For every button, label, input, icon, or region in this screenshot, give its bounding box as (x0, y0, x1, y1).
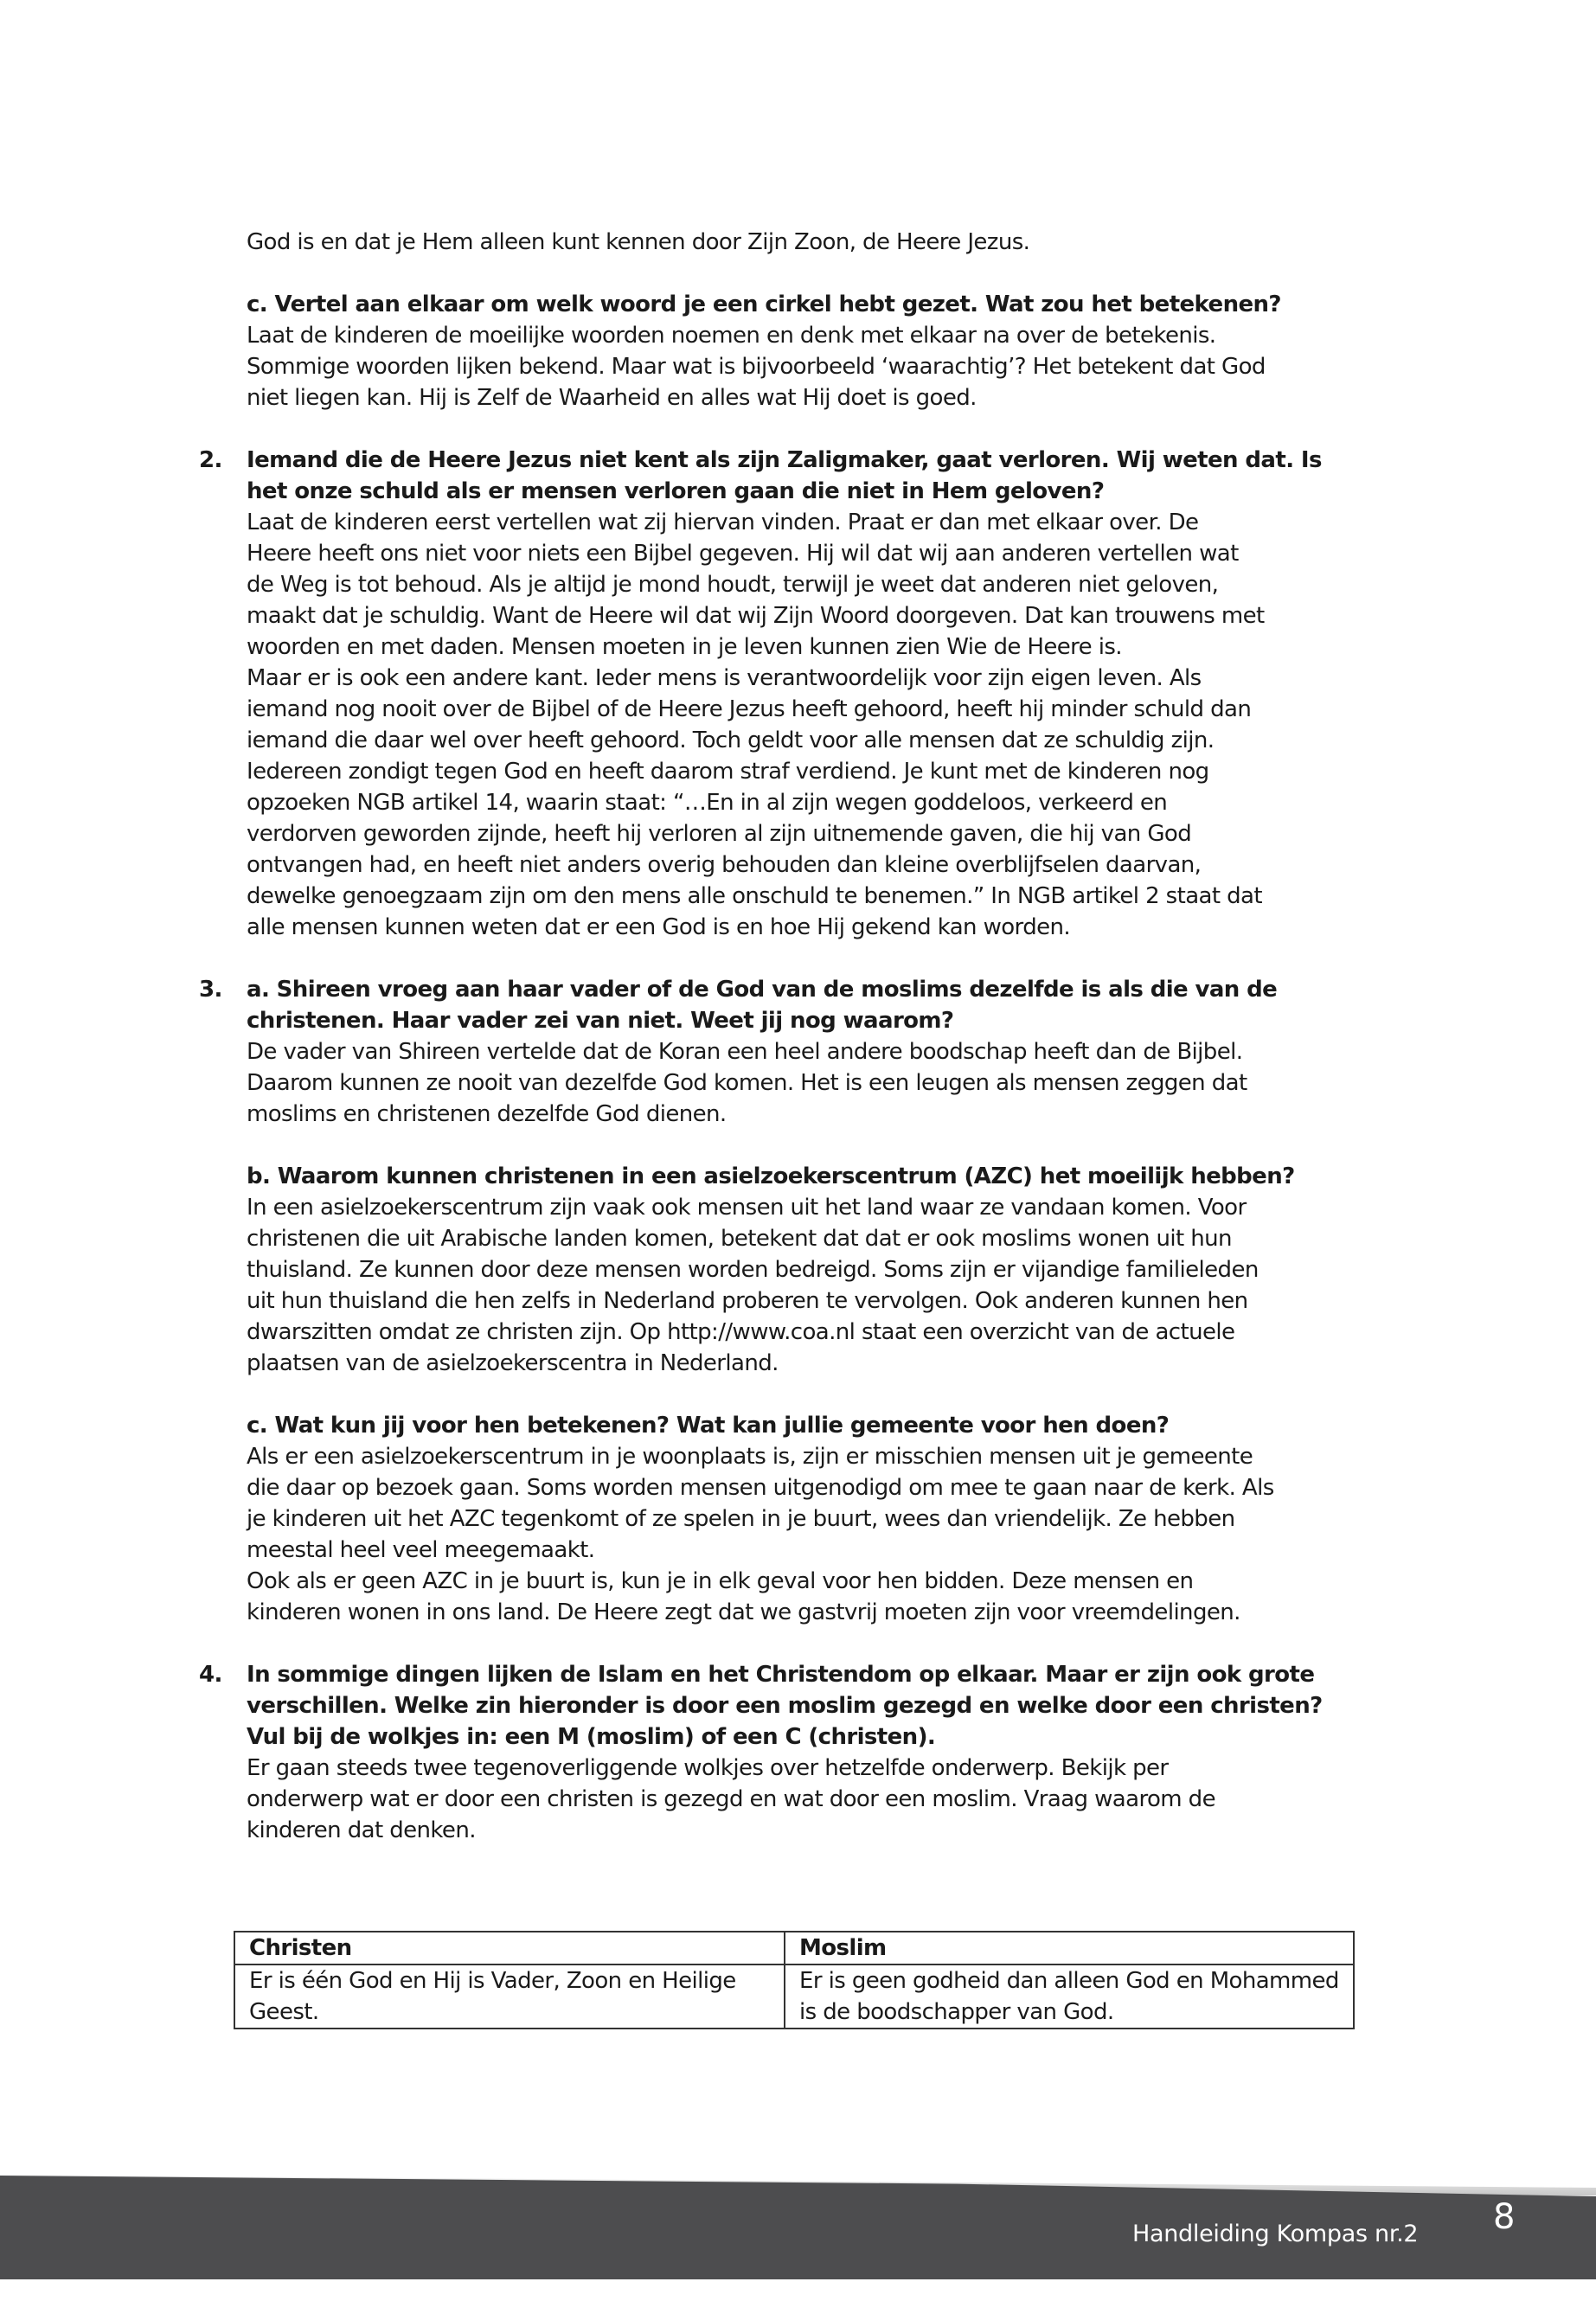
cell-moslim: Er is geen godheid dan alleen God en Mohammed is de boodschapper van God. (785, 1965, 1354, 2029)
table-header-row (234, 1932, 1354, 1965)
answer-line: Als er een asielzoekerscentrum in je woonplaats is, zijn er misschien mensen uit je gemeente (247, 1444, 1253, 1470)
spacer (199, 1379, 1410, 1410)
answer-line: Er gaan steeds twee tegenoverliggende wolkjes over hetzelfde onderwerp. Bekijk per (247, 1755, 1169, 1781)
question-line: christenen. Haar vader zei van niet. Weet jij nog waarom? (247, 1008, 954, 1034)
answer-line: onderwerp wat er door een christen is gezegd en wat door een moslim. Vraag waarom de (247, 1786, 1215, 1812)
question-line: het onze schuld als er mensen verloren gaan die niet in Hem geloven? (247, 478, 1105, 504)
answer-line: de Weg is tot behoud. Als je altijd je mond houdt, terwijl je weet dat anderen niet geloven, (247, 572, 1219, 598)
page-content (199, 227, 1410, 1846)
answer-line: christenen die uit Arabische landen komen, betekent dat dat er ook moslims wonen uit hun (247, 1226, 1232, 1252)
answer-line: meestal heel veel meegemaakt. (247, 1537, 595, 1563)
comparison-table (234, 1931, 1355, 2029)
answer-line: Laat de kinderen de moeilijke woorden noemen en denk met elkaar na over de betekenis. (247, 323, 1216, 349)
spacer (199, 258, 1410, 289)
question-line: Vul bij de wolkjes in: een M (moslim) of een C (christen). (247, 1724, 936, 1750)
question-4 (199, 1659, 1410, 1846)
answer-line: opzoeken NGB artikel 14, waarin staat: “…En in al zijn wegen goddeloos, verkeerd en (247, 790, 1168, 816)
question-line: Iemand die de Heere Jezus niet kent als zijn Zaligmaker, gaat verloren. Wij weten dat. Is (247, 447, 1322, 473)
header-christen: Christen (234, 1932, 785, 1965)
item-number: 4. (199, 1662, 222, 1688)
answer-line: De vader van Shireen vertelde dat de Koran een heel andere boodschap heeft dan de Bijbel. (247, 1039, 1243, 1065)
answer-line: thuisland. Ze kunnen door deze mensen worden bedreigd. Soms zijn er vijandige familieleden (247, 1257, 1259, 1283)
header-moslim: Moslim (785, 1932, 1354, 1965)
spacer (199, 1130, 1410, 1161)
question-2 (199, 445, 1410, 943)
page-number: 8 (1493, 2197, 1516, 2237)
question-line: verschillen. Welke zin hieronder is door een moslim gezegd en welke door een christen? (247, 1693, 1323, 1719)
spacer (199, 943, 1410, 974)
answer-line: Iedereen zondigt tegen God en heeft daarom straf verdiend. Je kunt met de kinderen nog (247, 759, 1209, 785)
answer-line: je kinderen uit het AZC tegenkomt of ze spelen in je buurt, wees dan vriendelijk. Ze hebben (247, 1506, 1235, 1532)
answer-line: In een asielzoekerscentrum zijn vaak ook mensen uit het land waar ze vandaan komen. Voor (247, 1195, 1247, 1221)
intro-line: God is en dat je Hem alleen kunt kennen door Zijn Zoon, de Heere Jezus. (247, 229, 1030, 255)
answer-line: ontvangen had, en heeft niet anders overig behouden dan kleine overblijfselen daarvan, (247, 852, 1202, 878)
cell-christen: Er is één God en Hij is Vader, Zoon en Heilige Geest. (234, 1965, 785, 2029)
question-3c: c. Wat kun jij voor hen betekenen? Wat kan jullie gemeente voor hen doen? (247, 1413, 1170, 1439)
answer-line: woorden en met daden. Mensen moeten in je leven kunnen zien Wie de Heere is. (247, 634, 1122, 660)
footer-title: Handleiding Kompas nr.2 (1132, 2221, 1419, 2247)
answer-line: niet liegen kan. Hij is Zelf de Waarheid en alles wat Hij doet is goed. (247, 385, 977, 411)
answer-line: verdorven geworden zijnde, heeft hij verloren al zijn uitnemende gaven, die hij van God (247, 821, 1192, 847)
question-line: In sommige dingen lijken de Islam en het Christendom op elkaar. Maar er zijn ook grote (247, 1662, 1315, 1688)
answer-line: die daar op bezoek gaan. Soms worden mensen uitgenodigd om mee te gaan naar de kerk. Als (247, 1475, 1274, 1501)
question-1c: c. Vertel aan elkaar om welk woord je een cirkel hebt gezet. Wat zou het betekenen? (247, 292, 1281, 317)
question-3b: b. Waarom kunnen christenen in een asielzoekerscentrum (AZC) het moeilijk hebben? (247, 1163, 1295, 1189)
answer-line: Laat de kinderen eerst vertellen wat zij hiervan vinden. Praat er dan met elkaar over. De (247, 510, 1199, 535)
answer-line: Sommige woorden lijken bekend. Maar wat is bijvoorbeeld ‘waarachtig’? Het betekent dat God (247, 354, 1266, 380)
item-number: 2. (199, 447, 222, 473)
answer-line: Ook als er geen AZC in je buurt is, kun je in elk geval voor hen bidden. Deze mensen en (247, 1568, 1194, 1594)
answer-line: iemand nog nooit over de Bijbel of de Heere Jezus heeft gehoord, heeft hij minder schuld dan (247, 696, 1252, 722)
item-number: 3. (199, 977, 222, 1003)
table-row (234, 1965, 1354, 2029)
answer-line: kinderen dat denken. (247, 1817, 476, 1843)
question-line: a. Shireen vroeg aan haar vader of de God van de moslims dezelfde is als die van de (247, 977, 1278, 1003)
answer-line: maakt dat je schuldig. Want de Heere wil dat wij Zijn Woord doorgeven. Dat kan trouwens met (247, 603, 1265, 629)
answer-line: alle mensen kunnen weten dat er een God is en hoe Hij gekend kan worden. (247, 914, 1071, 940)
question-3 (199, 974, 1410, 1628)
answer-line: dwarszitten omdat ze christen zijn. Op http://www.coa.nl staat een overzicht van de actuele (247, 1319, 1235, 1345)
answer-line: kinderen wonen in ons land. De Heere zegt dat we gastvrij moeten zijn voor vreemdelingen. (247, 1599, 1240, 1625)
answer-line: Daarom kunnen ze nooit van dezelfde God komen. Het is een leugen als mensen zeggen dat (247, 1070, 1247, 1096)
answer-line: iemand die daar wel over heeft gehoord. Toch geldt voor alle mensen dat ze schuldig zijn. (247, 727, 1215, 753)
answer-line: Maar er is ook een andere kant. Ieder mens is verantwoordelijk voor zijn eigen leven. Als (247, 665, 1202, 691)
spacer (199, 1628, 1410, 1659)
answer-line: Heere heeft ons niet voor niets een Bijbel gegeven. Hij wil dat wij aan anderen vertellen wat (247, 541, 1239, 567)
answer-line: uit hun thuisland die hen zelfs in Nederland proberen te vervolgen. Ook anderen kunnen hen (247, 1288, 1248, 1314)
answer-line: plaatsen van de asielzoekerscentra in Nederland. (247, 1350, 779, 1376)
answer-line: moslims en christenen dezelfde God dienen. (247, 1101, 727, 1127)
answer-line: dewelke genoegzaam zijn om den mens alle onschuld te benemen.” In NGB artikel 2 staat dat (247, 883, 1262, 909)
spacer (199, 413, 1410, 445)
